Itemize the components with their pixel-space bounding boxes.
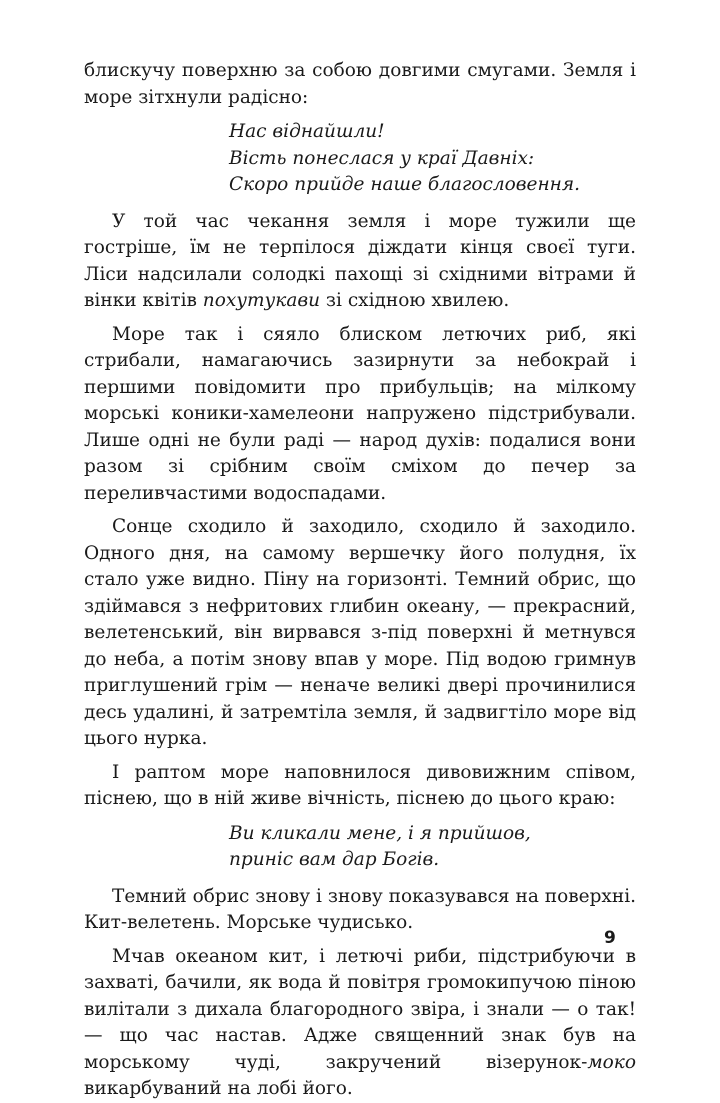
paragraph xyxy=(84,209,636,315)
verse-block xyxy=(84,821,636,874)
verse-line: Нас віднайшли! xyxy=(229,121,385,142)
text-run: У той час чекання земля і море тужили ще гостріше, їм не терпілося діждати кінця своєї туги. Ліси надсилали солодкі пахощі зі східними вітрами й вінки квітів xyxy=(84,210,636,311)
paragraph: Сонце сходило й заходило, сходило й заходило. Одного дня, на самому вершечку його полудня, їх стало уже видно. Піну на горизонті. Темний обрис, що здіймався з нефритових глибин океану, — прекрасний, велетенський, він вирвався з-під поверхні й метнувся до неба, а потім знову впав у море. Під водою гримнув приглушений грім — неначе великі двері прочинилися десь удалині, й затремтіла земля, й задвигтіло море від цього нурка. xyxy=(84,516,636,749)
page-body xyxy=(84,58,636,1103)
verse-line: приніс вам дар Богів. xyxy=(229,849,440,870)
text-run: зі східною хвилею. xyxy=(320,290,510,311)
paragraph: І раптом море наповнилося дивовижним співом, піснею, що в ній живе вічність, піснею до цього краю: xyxy=(84,761,636,809)
text-run: Мчав океаном кит, і летючі риби, підстрибуючи в захваті, бачили, як вода й повітря громокипучою піною вилітали з дихала благородного звіра, і знали — о так! — що час настав. Адже священний знак був на морському чуді, закручений візерунок- xyxy=(84,945,636,1073)
verse-line: Ви кликали мене, і я прийшов, xyxy=(229,822,531,844)
italic-term: похутукави xyxy=(202,290,321,311)
verse-block xyxy=(84,119,636,199)
paragraph xyxy=(84,944,636,1103)
text-run: викарбуваний на лобі його. xyxy=(84,1078,353,1099)
verse-line: Вість понеслася у краї Давніх: xyxy=(229,147,535,169)
paragraph: Темний обрис знову і знову показувався на поверхні. Кит-велетень. Морське чудисько. xyxy=(84,885,636,933)
verse-line: Скоро прийде наше благословення. xyxy=(229,174,580,195)
italic-term: моко xyxy=(587,1051,636,1073)
paragraph: блискучу поверхню за собою довгими смугами. Земля і море зітхнули радісно: xyxy=(84,60,636,108)
paragraph: Море так і сяяло блиском летючих риб, які стрибали, намагаючись зазирнути за небокрай і першими повідомити про прибульців; на мілкому морські коники-хамелеони напружено підстрибували. Лише одні не були раді — народ духів: подалися вони разом зі срібним своїм сміхом до печер за переливчастими водоспадами. xyxy=(84,323,636,504)
page-number: 9 xyxy=(604,928,616,948)
